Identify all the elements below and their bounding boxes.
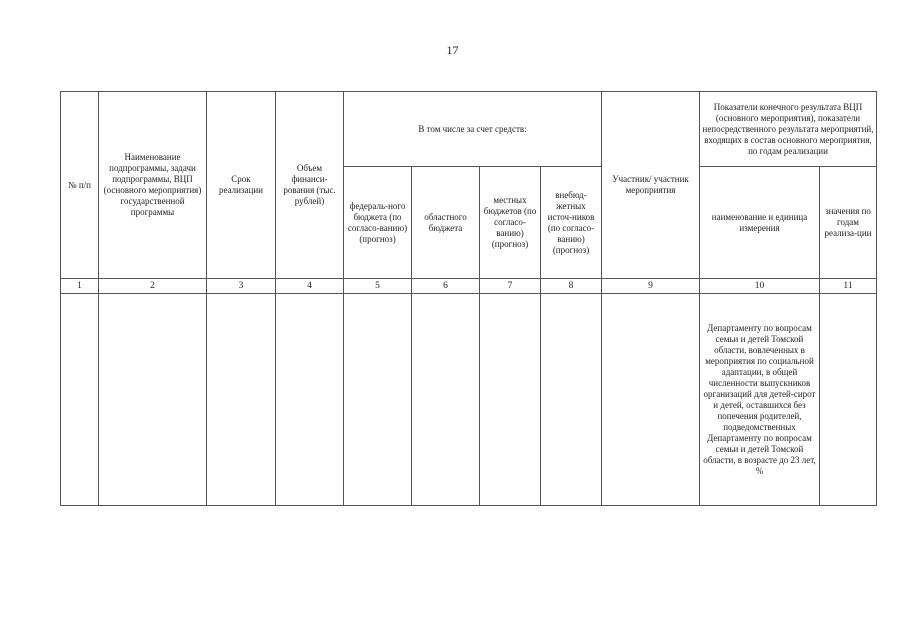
column-number: 7 xyxy=(480,279,541,294)
column-number: 8 xyxy=(541,279,602,294)
header-funding-sources-group: В том числе за счет средств: xyxy=(344,92,602,167)
column-number: 1 xyxy=(61,279,99,294)
cell-local-budgets xyxy=(480,294,541,506)
header-indicators-group: Показатели конечного результата ВЦП (основного мероприятия), показатели непосредственного результата мероприятий, входящих в состав основного мероприятия, по годам реализации xyxy=(700,92,877,167)
column-number: 4 xyxy=(276,279,344,294)
cell-indicator-name: Департаменту по вопросам семьи и детей Томской области, вовлеченных в мероприятия по социальной адаптации, в общей численности выпускников организаций для детей-сирот и детей, оставшихся без попечения родителей, подведомственных Департаменту по вопросам семьи и детей Томской области, в возрасте до 23 лет, % xyxy=(700,294,820,506)
header-federal-budget: федераль-ного бюджета (по согласо-ванию) (прогноз) xyxy=(344,167,412,279)
header-row-number: № п/п xyxy=(61,92,99,279)
cell-period xyxy=(207,294,276,506)
column-number-row xyxy=(61,279,877,294)
cell-extrabudgetary xyxy=(541,294,602,506)
header-indicator-name: наименование и единица измерения xyxy=(700,167,820,279)
table-row xyxy=(61,294,877,506)
column-number: 5 xyxy=(344,279,412,294)
program-table xyxy=(60,91,877,506)
column-number: 3 xyxy=(207,279,276,294)
column-number: 11 xyxy=(820,279,877,294)
header-participant: Участник/ участник мероприятия xyxy=(602,92,700,279)
cell-regional-budget xyxy=(412,294,480,506)
cell-funding-volume xyxy=(276,294,344,506)
column-number: 2 xyxy=(99,279,207,294)
header-indicator-values: значения по годам реализа-ции xyxy=(820,167,877,279)
column-number: 9 xyxy=(602,279,700,294)
column-number: 10 xyxy=(700,279,820,294)
cell-row-number xyxy=(61,294,99,506)
header-funding-volume: Объем финанси-рования (тыс. рублей) xyxy=(276,92,344,279)
cell-program-name xyxy=(99,294,207,506)
cell-federal-budget xyxy=(344,294,412,506)
header-extrabudgetary: внебюд-жетных источ-ников (по согласо-ванию) (прогноз) xyxy=(541,167,602,279)
header-local-budgets: местных бюджетов (по согласо-ванию) (прогноз) xyxy=(480,167,541,279)
header-program-name: Наименование подпрограммы, задачи подпрограммы, ВЦП (основного мероприятия) государственной программы xyxy=(99,92,207,279)
cell-participant xyxy=(602,294,700,506)
column-number: 6 xyxy=(412,279,480,294)
cell-indicator-values xyxy=(820,294,877,506)
page-number: 17 xyxy=(446,43,459,57)
header-period: Срок реализации xyxy=(207,92,276,279)
header-regional-budget: областного бюджета xyxy=(412,167,480,279)
